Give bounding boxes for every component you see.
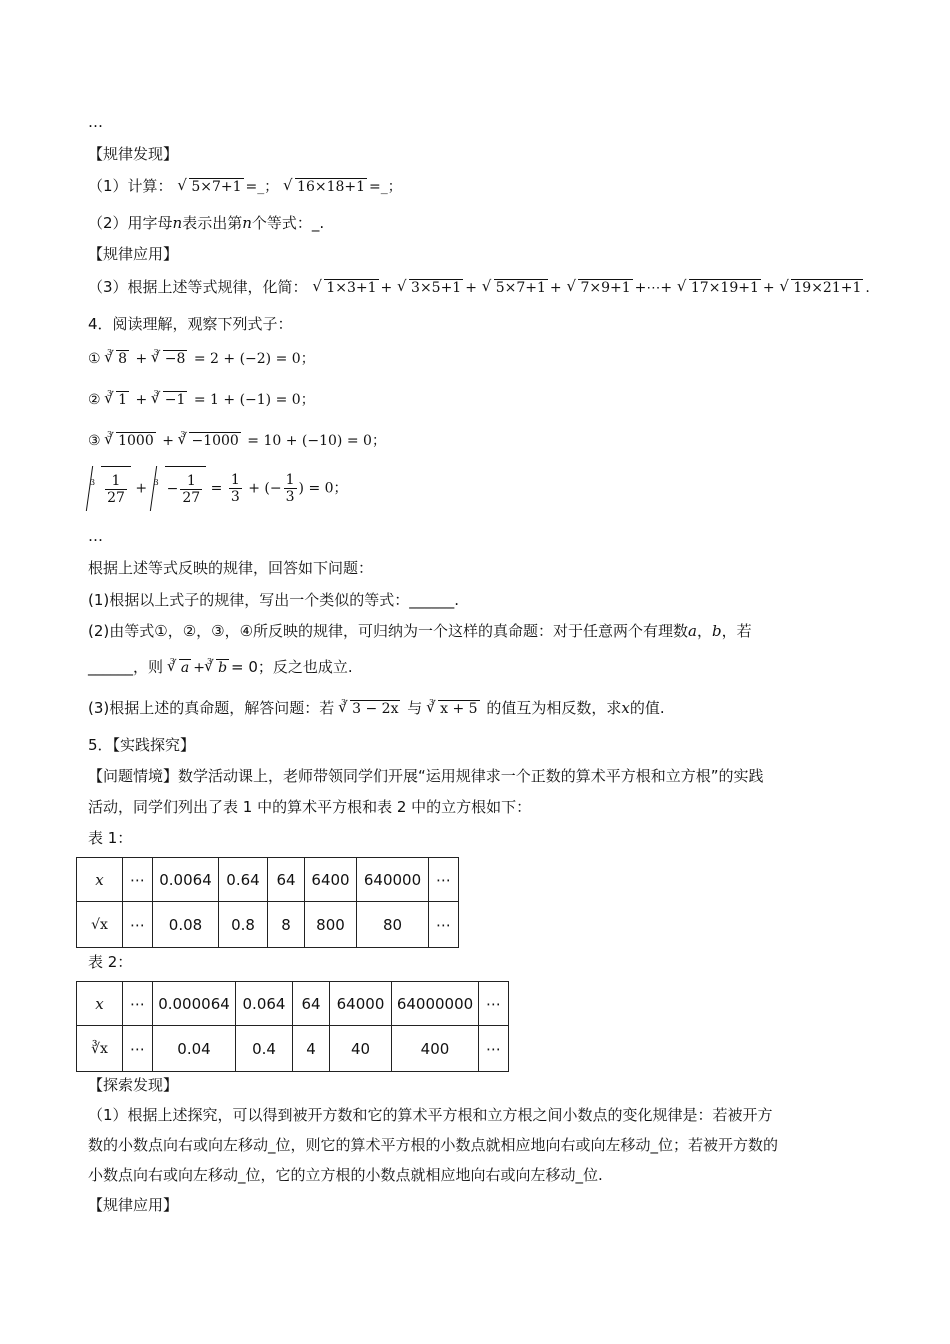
e3-cbrt-a: √ 1000 [104,430,156,452]
q1-radical-2: √ 16×18+1 [283,176,367,198]
plus-sign: + [762,280,775,296]
problem-4-q2-line1: (2)由等式①，②，③，④所反映的规律，可归纳为一个这样的真命题：对于任意两个有理数a，b，若 [88,622,752,640]
explore-line-3: 小数点向右或向左移动_位，它的立方根的小数点就相应地向右或向左移动_位. [88,1166,603,1184]
explore-line-2: 数的小数点向右或向左移动_位，则它的算术平方根的小数点就相应地向右或向左移动_位；若被开方数的 [88,1136,779,1154]
q2-a: （2）用字母 [88,214,173,232]
q3-prefix: （3）根据上述等式规律，化简： [88,278,308,296]
problem-5-context-line2: 活动，同学们列出了表 1 中的算术平方根和表 2 中的立方根如下： [88,798,532,816]
ellipsis-line: … [88,113,103,131]
problem-5-title: 5．【实践探究】 [88,736,196,754]
e4-cbrt-b: − $\frac{1}{27}$ [151,466,207,511]
q1-mid: =_； [245,179,279,195]
plus-sign: + [549,280,562,296]
question-2-line [88,212,324,234]
problem-4-title: 4．阅读理解，观察下列式子： [88,315,293,333]
q2-c: 个等式：_. [251,214,325,232]
e2-cbrt-a: √ 1 [104,389,129,411]
plus-sign: + [380,280,393,296]
equation-4: $^3$ $\frac{1}{27}$ + $^3$ − $\frac{1}{27}$ = $\frac{1}{3}$ + (− $\frac{1}{3}$ ) = 0； [88,466,348,513]
problem-4-q1: (1)根据以上式子的规律，写出一个类似的等式：______. [88,591,460,609]
e3-cbrt-b: √ −1000 [177,430,240,452]
heading-explore: 【探索发现】 [88,1076,179,1094]
q1-radical-1: √ 5×7+1 [177,176,243,198]
question-3-line [88,276,870,299]
q2-n-2: n [242,214,252,232]
problem-5-context-line1: 【问题情境】数学活动课上，老师带领同学们开展“运用规律求一个正数的算术平方根和立方根”的实践 [88,767,764,785]
heading-apply: 【规律应用】 [88,1196,179,1214]
q3-term-6: √ 19×21+1 [779,277,863,299]
q3-ellipsis: +⋯+ [634,280,673,296]
q1-end: =_； [369,179,402,195]
table-2: x ⋯ 0.000064 0.064 64 64000 64000000 ⋯ ∛x ⋯ 0.04 0.4 4 40 400 ⋯ [76,981,509,1072]
e1-cbrt-b: √ −8 [151,348,188,370]
q3-term-2: √ 3×5+1 [397,277,463,299]
q3-end: . [865,280,870,296]
q3-term-5: √ 17×19+1 [677,277,761,299]
heading-pattern-application: 【规律应用】 [88,245,179,263]
e4-cbrt-a: $\frac{1}{27}$ [87,466,131,511]
e3-mark: ③ [88,433,101,449]
e1-cbrt-a: √ 8 [104,348,129,370]
q3-term-3: √ 5×7+1 [482,277,548,299]
q1-prefix: （1）计算： [88,177,173,195]
ellipsis-line-2: … [88,527,103,545]
explore-line-1: （1）根据上述探究，可以得到被开方数和它的算术平方根和立方根之间小数点的变化规律是：若被开方 [88,1106,773,1124]
q2-b: 表示出第 [182,214,243,232]
q2-n: n [172,214,183,232]
plus-sign: + [465,280,477,296]
equation-2: ② $^3$√ 1 + $^3$√ −1 = 1 + (−1) = 0； [88,389,315,413]
equation-1: ① $^3$√ 8 + $^3$√ −8 = 2 + (−2) = 0； [88,348,315,372]
table-1-caption: 表 1： [88,829,133,847]
table-1: x ⋯ 0.0064 0.64 64 6400 640000 ⋯ √x ⋯ 0.08 0.8 8 800 80 ⋯ [76,857,459,948]
heading-pattern-discovery: 【规律发现】 [88,145,179,163]
problem-4-q3: (3)根据上述的真命题，解答问题：若 $^3$√ 3 − 2x 与 $^3$√ x + 5 的值互为相反数，求x的值. [88,697,665,722]
q3-term-4: √ 7×9+1 [566,277,632,299]
problem-4-q2-line2: ______，则 $^3$√ a + $^3$√ b = 0；反之也成立. [88,656,353,681]
e2-cbrt-b: √ −1 [151,389,188,411]
e1-mark: ① [88,351,101,367]
q3-term-1: √ 1×3+1 [312,277,378,299]
table-2-caption: 表 2： [88,953,133,971]
question-1-line [88,175,402,198]
equation-3: ③ $^3$√ 1000 + $^3$√ −1000 = 10 + (−10) = 0； [88,430,386,454]
problem-4-intro: 根据上述等式反映的规律，回答如下问题： [88,559,374,577]
e2-mark: ② [88,392,101,408]
